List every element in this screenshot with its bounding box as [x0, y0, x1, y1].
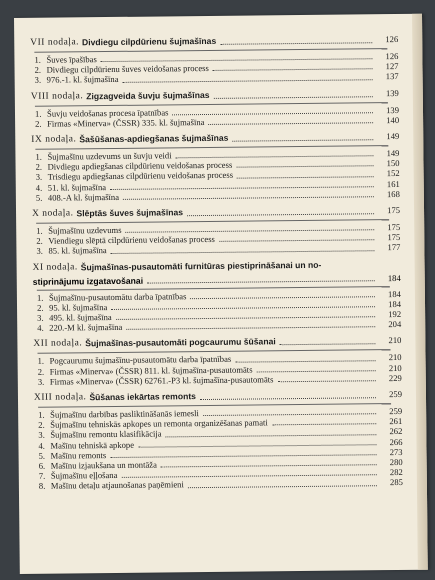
entry-page-number: 285 [389, 477, 403, 488]
chapter-number: XIII nodaļa. [33, 392, 87, 403]
entry-title: Šujmašīnu-pusautomātu darba īpatnības [48, 290, 187, 303]
chapter-page-number: 210 [388, 335, 402, 346]
entry-page-number: 126 [385, 50, 399, 62]
chapter-page-number: 259 [389, 389, 403, 400]
entry-number: 3. [35, 172, 43, 183]
entry-page-number: 127 [385, 61, 399, 72]
entry-page-number: 210 [388, 362, 402, 373]
entry-title: Mašīnu detaļu atjaunošanas paņēmieni [50, 479, 184, 492]
leader-dots [200, 397, 376, 400]
chapter-title: Šašūšanas-apdiegšanas šujmašīnas [79, 132, 229, 145]
entry-page-number: 168 [386, 188, 400, 199]
entry-number: 7. [38, 470, 46, 482]
entry-number: 2. [35, 161, 43, 173]
entry-number: 2. [36, 302, 44, 313]
entry-page-number: 175 [387, 232, 401, 243]
entry-title: Firmas «Minerva» (ČSSR) 811. kl. šujmašīna-pusautomāts [49, 364, 253, 377]
entry-page-number: 204 [388, 319, 402, 330]
entry-page-number: 140 [386, 114, 400, 125]
entry-number: 1. [37, 356, 45, 367]
entry-page-number: 161 [386, 178, 400, 189]
leader-dots [187, 213, 374, 216]
entry-number: 1. [38, 409, 45, 420]
entry-number: 1. [36, 292, 44, 303]
leader-dots [123, 196, 374, 200]
entry-title: Šujmašīnu eļļošana [50, 470, 118, 481]
entry-page-number: 266 [389, 436, 403, 447]
entry-number: 4. [35, 182, 43, 193]
entry-page-number: 282 [389, 467, 403, 478]
chapter-title: Slēptās šuves šujmašīnas [76, 207, 184, 219]
entry-number: 2. [35, 118, 42, 129]
leader-dots [123, 79, 373, 83]
chapter-heading [31, 88, 399, 103]
chapter-page-number: 175 [387, 204, 401, 216]
entry-page-number: 280 [389, 457, 403, 468]
entry-title: Šuvju veidošanas procesa īpatnības [46, 106, 169, 119]
entry-number: 2. [34, 64, 42, 75]
chapter-title: Šujmašīnas-pusautomāti furnitūras piestiprināšanai un no- [80, 259, 322, 272]
leader-dots [126, 327, 375, 331]
entry-title: 95. kl. šujmašīna [48, 301, 108, 313]
entry-page-number: 229 [388, 372, 402, 383]
chapter-section [33, 259, 402, 334]
leader-dots [277, 380, 375, 382]
entry-title: 976.-1. kl. šujmašīna [46, 74, 119, 86]
chapter-number: VIII nodaļa. [30, 90, 84, 102]
entry-number: 4. [38, 440, 45, 451]
chapter-title-line2: stiprinājumu izgatavošanai [32, 275, 144, 287]
entry-title: Trisdiegu apdiegšanas cilpdūrienu veidošanas process [47, 170, 234, 183]
leader-dots [236, 166, 373, 168]
leader-dots [219, 240, 374, 243]
entry-number: 3. [37, 376, 45, 387]
chapter-number: VII nodaļa. [30, 37, 80, 48]
chapter-page-number: 139 [385, 87, 399, 98]
entry-title: Pogcaurumu šujmašīnu-pusautomātu darba īpatnības [49, 354, 232, 367]
entry-title: Mašīnu tehniskā apkope [50, 439, 135, 451]
entry-page-number: 184 [387, 288, 401, 299]
entry-number: 3. [37, 312, 44, 323]
entry-page-number: 192 [388, 309, 402, 320]
entry-number: 4. [37, 322, 44, 334]
chapter-section [31, 88, 399, 129]
entry-title: Mašīnu izjaukšana un montāža [50, 459, 157, 471]
entry-number: 2. [37, 366, 45, 377]
leader-dots [208, 122, 373, 125]
entry-title: Šujmašīnu tehniskās apkopes un remonta organizēšanas pamati [50, 417, 268, 430]
entry-title: 495. kl. šujmašīna [49, 312, 112, 323]
leader-dots [235, 360, 375, 362]
chapter-number: X nodaļa. [31, 208, 74, 219]
chapter-number: XII nodaļa. [33, 338, 83, 350]
chapter-heading [34, 389, 402, 404]
entry-page-number: 139 [386, 104, 400, 115]
chapter-heading [30, 34, 398, 49]
chapter-section [30, 34, 398, 85]
entry-number: 2. [38, 419, 45, 431]
chapter-section [33, 335, 401, 386]
leader-dots [280, 344, 376, 346]
table-of-contents [30, 34, 403, 498]
entry-number: 6. [38, 460, 46, 471]
entry-title: 51. kl. šujmašīna [47, 181, 107, 193]
entry-page-number: 261 [389, 416, 403, 427]
entry-title: Firmas «Minerva» (ČSSR) 335. kl. šujmašīna [47, 116, 205, 129]
chapter-section [31, 131, 400, 203]
chapter-number: IX nodaļa. [31, 134, 77, 145]
chapter-heading [33, 335, 401, 350]
page-spine-edge [412, 14, 428, 570]
leader-dots [232, 139, 373, 141]
entry-title: 220.-M kl. šujmašīna [49, 322, 123, 333]
entry-number: 1. [34, 54, 41, 65]
leader-dots [220, 42, 372, 45]
book-page [14, 14, 428, 574]
chapter-title: Šūšanas iekārtas remonts [89, 391, 196, 403]
chapter-page-number: 126 [385, 33, 399, 45]
leader-dots [147, 280, 375, 283]
chapter-title: Šujmašīnas-pusautomāti pogcaurumu šūšanai [85, 336, 276, 349]
chapter-title: Divdiegu cilpdūrienu šujmašīnas [81, 35, 217, 48]
entry-page-number: 175 [387, 221, 401, 233]
entry-page-number: 262 [389, 426, 403, 437]
entry-title: Šujmašīnu uzdevums [48, 224, 122, 236]
entry-page-number: 259 [389, 406, 403, 417]
entry-title: 408.-A kl. šujmašīna [47, 191, 120, 203]
chapter-section [32, 205, 400, 256]
chapter-number: XI nodaļa. [32, 261, 78, 273]
entry-number: 2. [36, 235, 43, 247]
entry-page-number: 152 [386, 168, 400, 179]
chapter-page-number: 149 [386, 130, 400, 142]
chapter-section [34, 389, 403, 491]
entry-number: 1. [34, 108, 42, 119]
entry-title: Šuves īpašības [46, 54, 97, 65]
chapter-heading [32, 205, 400, 220]
entry-title: Šujmašīnu uzdevums un šuvju veidi [47, 150, 172, 162]
entry-title: Divdiegu apdiegšanas cilpdūrienu veidošanas process [47, 159, 233, 172]
entry-number: 1. [35, 151, 42, 162]
entry-title: Šujmašīnu darbības pasliktināšanās iemesli [50, 408, 199, 420]
leader-dots [237, 176, 374, 178]
chapter-heading [33, 259, 401, 274]
entry-number: 8. [38, 481, 46, 492]
entry-title: Viendiegu slēptā cilpdūrienu veidošanas process [48, 234, 215, 246]
entry-page-number: 210 [388, 352, 402, 363]
entry-number: 5. [38, 450, 46, 461]
entry-number: 3. [38, 430, 45, 441]
entry-title: Divdiegu cilpdūrienu šuves veidošanas process [46, 63, 209, 75]
leader-dots [214, 96, 373, 99]
leader-dots [257, 370, 376, 372]
leader-dots [272, 424, 377, 426]
entry-number: 1. [36, 225, 43, 236]
leader-dots [188, 485, 377, 488]
entry-title: Firmas «Minerva» (ČSSR) 62761.-P3 kl. šujmašīna-pusautomāts [49, 374, 274, 387]
entry-number: 3. [36, 246, 43, 257]
entry-title: Šujmašīnu remontu klasifikācija [50, 428, 162, 441]
entry-number: 3. [34, 75, 42, 86]
entry-title: 85. kl. šujmašīna [48, 245, 107, 257]
chapter-title: Zigzagveida šuvju šujmašīnas [86, 89, 210, 101]
entry-page-number: 184 [388, 298, 402, 309]
chapter-title-continuation [33, 273, 401, 287]
chapter-heading [31, 131, 399, 146]
entry-number: 5. [35, 192, 43, 203]
leader-dots [111, 250, 375, 254]
entry-page-number: 177 [387, 242, 401, 253]
chapter-page-number: 184 [387, 272, 401, 283]
entry-title: Mašīnu remonts [50, 449, 107, 461]
entry-page-number: 150 [386, 158, 400, 169]
entry-page-number: 137 [385, 71, 399, 82]
entry-page-number: 149 [386, 147, 400, 159]
entry-page-number: 273 [389, 446, 403, 457]
